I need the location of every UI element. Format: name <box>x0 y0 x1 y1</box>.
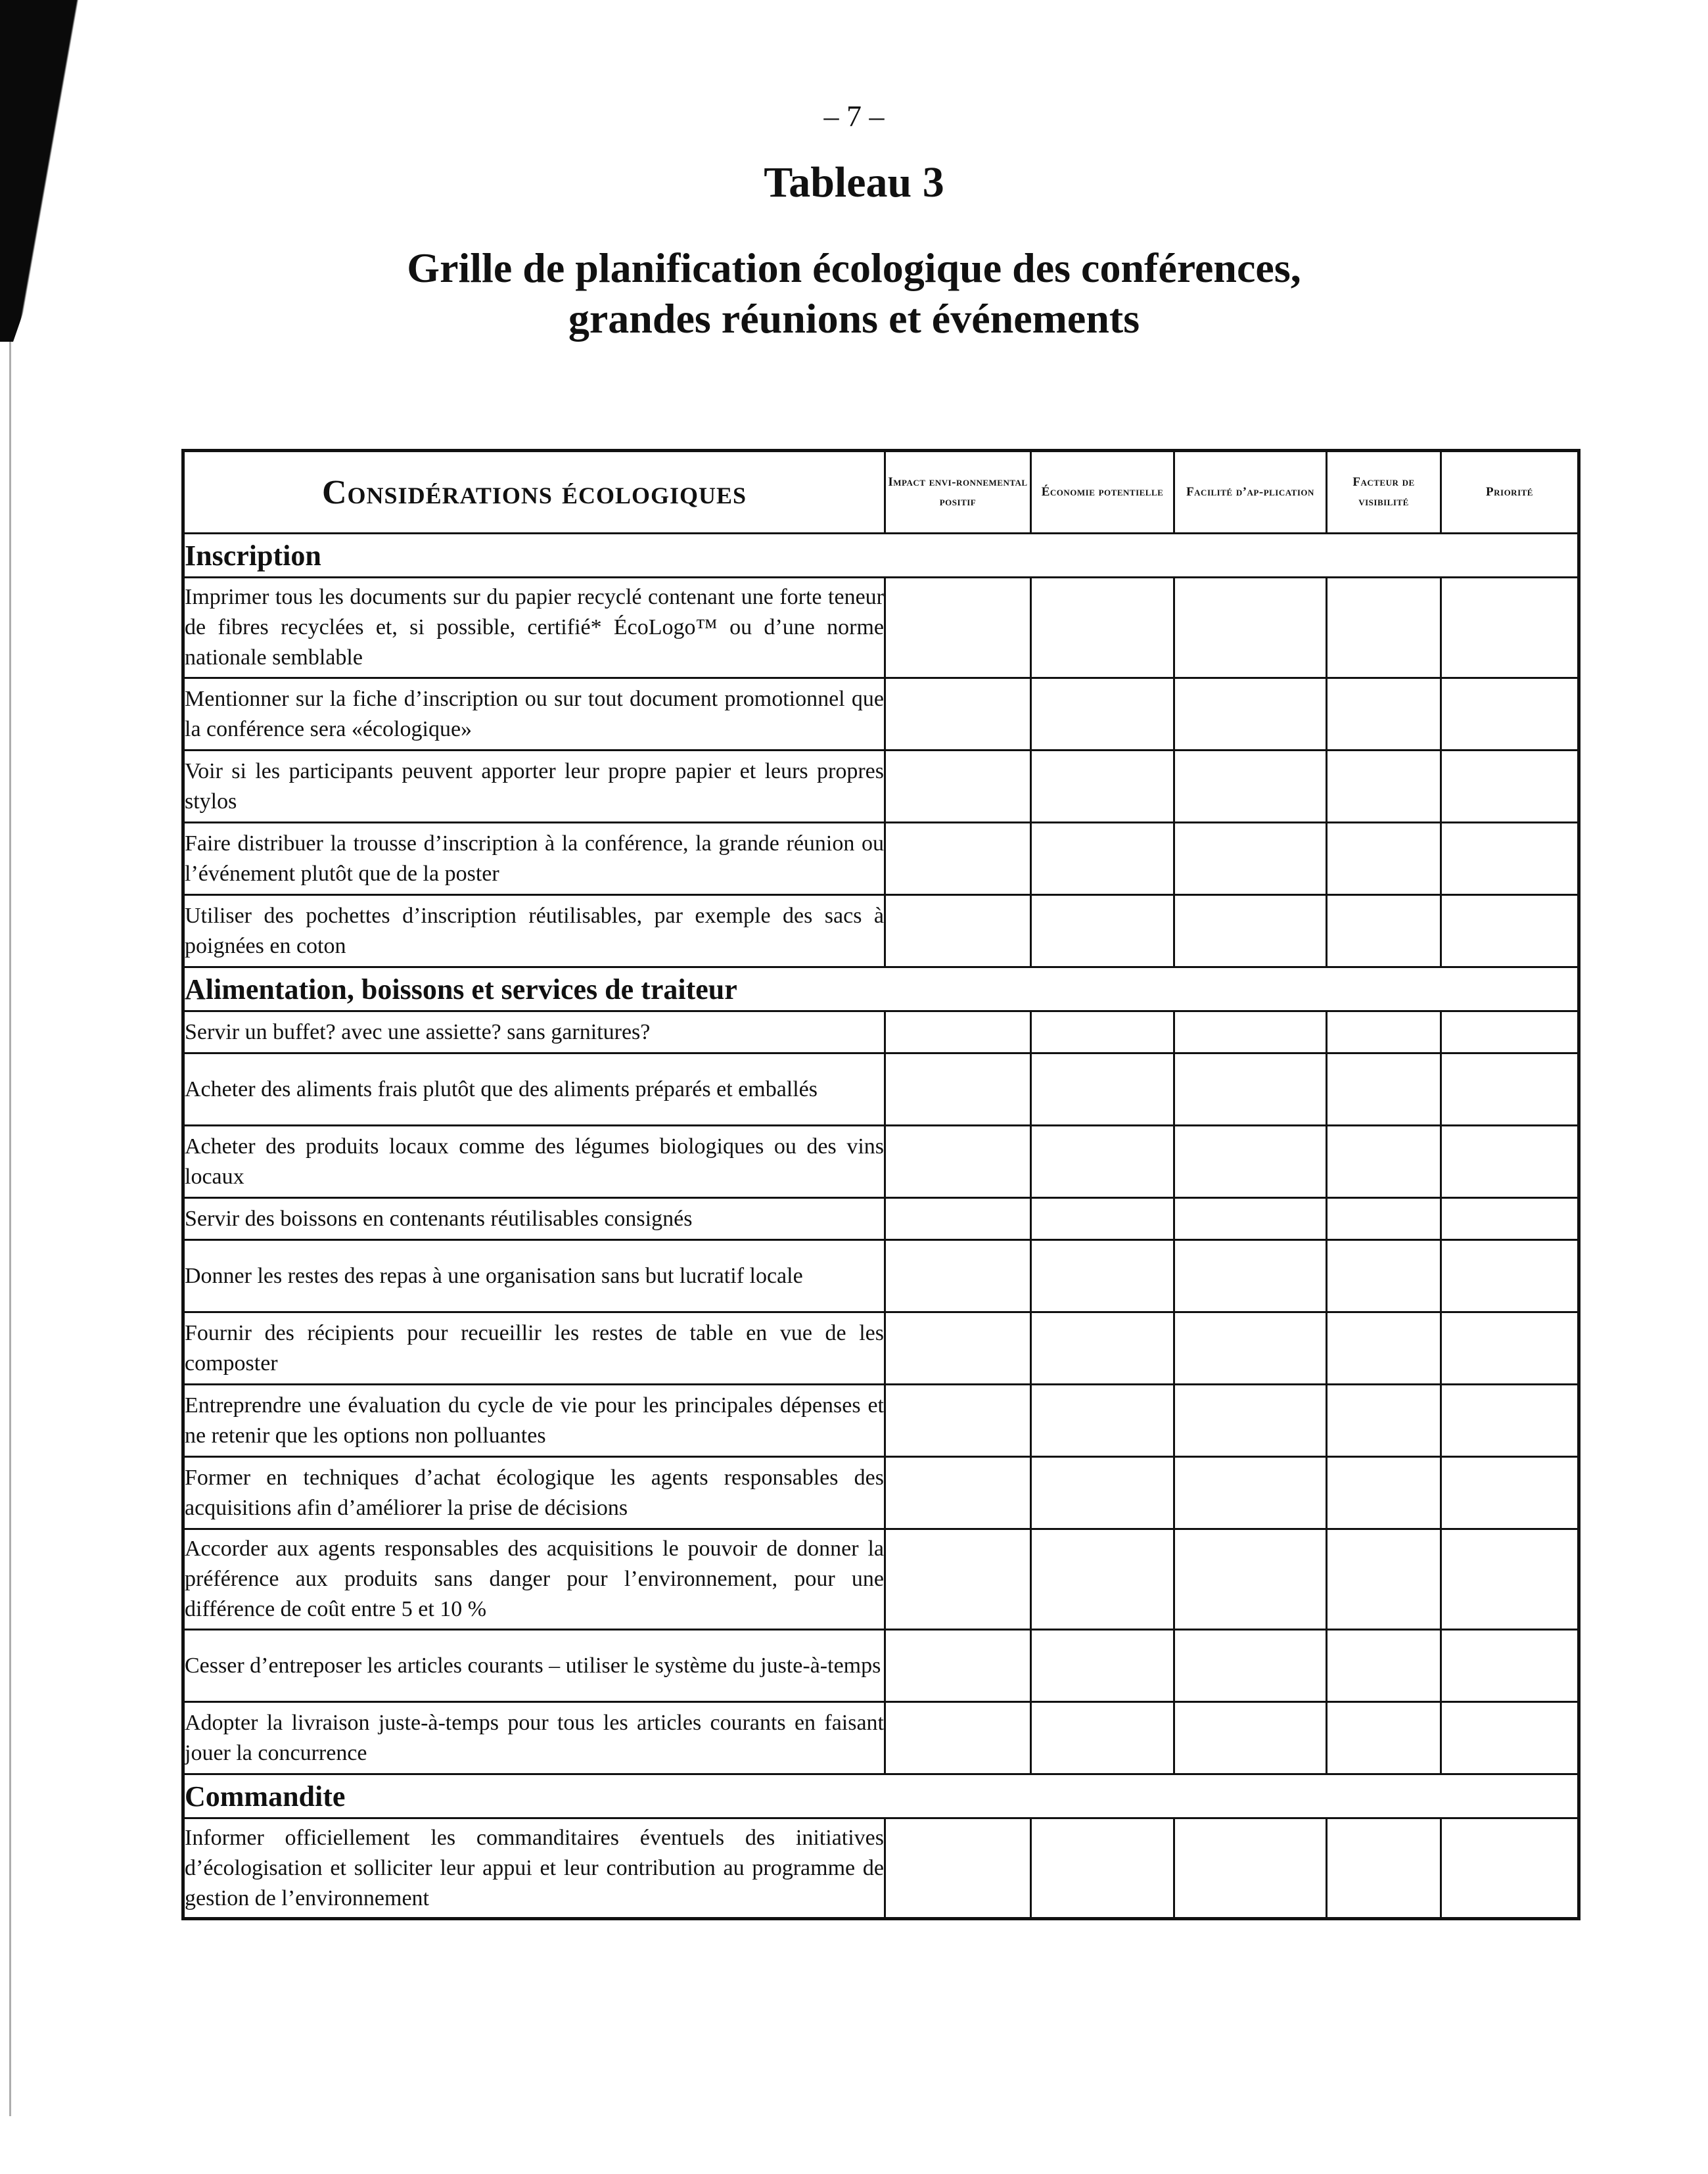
rating-cell[interactable] <box>1031 823 1174 895</box>
rating-cell[interactable] <box>1441 578 1579 678</box>
rating-cell[interactable] <box>1031 1529 1174 1630</box>
rating-cell[interactable] <box>1441 678 1579 751</box>
table-row <box>183 1630 1579 1702</box>
table-row <box>183 1385 1579 1457</box>
rating-cell[interactable] <box>1327 1457 1441 1529</box>
consideration-text: Entreprendre une évaluation du cycle de vie pour les principales dépenses et ne retenir que les options non polluantes <box>183 1385 885 1457</box>
rating-cell[interactable] <box>1031 1053 1174 1126</box>
rating-cell[interactable] <box>1174 1630 1327 1702</box>
consideration-text: Faire distribuer la trousse d’inscription à la conférence, la grande réunion ou l’événement plutôt que de la poster <box>183 823 885 895</box>
rating-cell[interactable] <box>1031 1385 1174 1457</box>
rating-cell[interactable] <box>885 1312 1031 1385</box>
consideration-text: Adopter la livraison juste-à-temps pour tous les articles courants en faisant jouer la concurrence <box>183 1702 885 1774</box>
rating-cell[interactable] <box>1174 1011 1327 1053</box>
rating-cell[interactable] <box>1031 678 1174 751</box>
table-row <box>183 1702 1579 1774</box>
rating-cell[interactable] <box>1031 1126 1174 1198</box>
rating-cell[interactable] <box>1174 578 1327 678</box>
rating-cell[interactable] <box>1441 1312 1579 1385</box>
consideration-text: Acheter des aliments frais plutôt que des aliments préparés et emballés <box>183 1053 885 1126</box>
table-title: Tableau 3 <box>764 158 944 206</box>
rating-cell[interactable] <box>1174 751 1327 823</box>
rating-cell[interactable] <box>885 1240 1031 1312</box>
rating-cell[interactable] <box>1441 1457 1579 1529</box>
rating-cell[interactable] <box>1031 1457 1174 1529</box>
rating-cell[interactable] <box>1327 1529 1441 1630</box>
rating-cell[interactable] <box>885 823 1031 895</box>
subtitle-line-1: Grille de planification écologique des conférences, <box>407 244 1301 291</box>
rating-cell[interactable] <box>1327 751 1441 823</box>
rating-cell[interactable] <box>1327 1126 1441 1198</box>
rating-cell[interactable] <box>1327 1053 1441 1126</box>
consideration-text: Servir des boissons en contenants réutilisables consignés <box>183 1198 885 1240</box>
rating-cell[interactable] <box>885 751 1031 823</box>
header-economie: Économie potentielle <box>1031 451 1174 534</box>
rating-cell[interactable] <box>1031 1702 1174 1774</box>
rating-cell[interactable] <box>885 578 1031 678</box>
consideration-text: Voir si les participants peuvent apporter leur propre papier et leurs propres stylos <box>183 751 885 823</box>
rating-cell[interactable] <box>885 1011 1031 1053</box>
scan-edge-line <box>9 342 11 2116</box>
rating-cell[interactable] <box>1441 1818 1579 1919</box>
table-row <box>183 1053 1579 1126</box>
consideration-text: Utiliser des pochettes d’inscription réutilisables, par exemple des sacs à poignées en coton <box>183 895 885 967</box>
rating-cell[interactable] <box>1031 1198 1174 1240</box>
rating-cell[interactable] <box>1327 1011 1441 1053</box>
consideration-text: Fournir des récipients pour recueillir les restes de table en vue de les composter <box>183 1312 885 1385</box>
table-row <box>183 823 1579 895</box>
rating-cell[interactable] <box>1441 1053 1579 1126</box>
table-row <box>183 895 1579 967</box>
header-visibilite: Facteur de visibilité <box>1327 451 1441 534</box>
table-subtitle <box>0 243 1708 344</box>
table-row <box>183 1126 1579 1198</box>
rating-cell[interactable] <box>1031 1240 1174 1312</box>
consideration-text: Informer officiellement les commanditaires éventuels des initiatives d’écologisation et solliciter leur appui et leur contribution au programme de gestion de l’environnement <box>183 1818 885 1919</box>
table-row <box>183 1457 1579 1529</box>
rating-cell[interactable] <box>885 1198 1031 1240</box>
table-row <box>183 1198 1579 1240</box>
rating-cell[interactable] <box>1174 1385 1327 1457</box>
rating-cell[interactable] <box>885 678 1031 751</box>
rating-cell[interactable] <box>1441 1198 1579 1240</box>
rating-cell[interactable] <box>1174 1312 1327 1385</box>
consideration-text: Cesser d’entreposer les articles courants – utiliser le système du juste-à-temps <box>183 1630 885 1702</box>
consideration-text: Former en techniques d’achat écologique les agents responsables des acquisitions afin d’améliorer la prise de décisions <box>183 1457 885 1529</box>
rating-cell[interactable] <box>1441 823 1579 895</box>
rating-cell[interactable] <box>1031 895 1174 967</box>
rating-cell[interactable] <box>1327 823 1441 895</box>
rating-cell[interactable] <box>1327 895 1441 967</box>
rating-cell[interactable] <box>1174 1053 1327 1126</box>
header-facilite: Facilité d’ap-plication <box>1174 451 1327 534</box>
rating-cell[interactable] <box>1327 1240 1441 1312</box>
rating-cell[interactable] <box>1174 678 1327 751</box>
rating-cell[interactable] <box>1441 895 1579 967</box>
rating-cell[interactable] <box>1327 1198 1441 1240</box>
table-row <box>183 1529 1579 1630</box>
table-row <box>183 1818 1579 1919</box>
rating-cell[interactable] <box>1441 1702 1579 1774</box>
rating-cell[interactable] <box>885 895 1031 967</box>
rating-cell[interactable] <box>1031 1312 1174 1385</box>
rating-cell[interactable] <box>1174 1702 1327 1774</box>
table-row <box>183 1011 1579 1053</box>
rating-cell[interactable] <box>885 1053 1031 1126</box>
rating-cell[interactable] <box>1441 751 1579 823</box>
header-impact: Impact envi-ronnemental positif <box>885 451 1031 534</box>
rating-cell[interactable] <box>885 1126 1031 1198</box>
section-row <box>183 1774 1579 1818</box>
header-row <box>183 451 1579 534</box>
table-row <box>183 678 1579 751</box>
rating-cell[interactable] <box>885 1818 1031 1919</box>
rating-cell[interactable] <box>1031 578 1174 678</box>
rating-cell[interactable] <box>1327 1702 1441 1774</box>
section-row <box>183 534 1579 578</box>
rating-cell[interactable] <box>885 1457 1031 1529</box>
rating-cell[interactable] <box>885 1702 1031 1774</box>
rating-cell[interactable] <box>1327 1818 1441 1919</box>
rating-cell[interactable] <box>1327 1312 1441 1385</box>
rating-cell[interactable] <box>1031 1011 1174 1053</box>
table-row <box>183 751 1579 823</box>
table-row <box>183 578 1579 678</box>
planning-table <box>181 449 1581 1920</box>
table-row <box>183 1240 1579 1312</box>
consideration-text: Servir un buffet? avec une assiette? sans garnitures? <box>183 1011 885 1053</box>
consideration-text: Imprimer tous les documents sur du papier recyclé contenant une forte teneur de fibres recyclées et, si possible, certifié* ÉcoLogo™ ou d’une norme nationale semblable <box>183 578 885 678</box>
planning-grid <box>181 449 1577 1920</box>
rating-cell[interactable] <box>1031 1630 1174 1702</box>
rating-cell[interactable] <box>1174 1457 1327 1529</box>
rating-cell[interactable] <box>1174 1126 1327 1198</box>
subtitle-line-2: grandes réunions et événements <box>568 294 1140 342</box>
rating-cell[interactable] <box>1174 1529 1327 1630</box>
section-title-commandite: Commandite <box>183 1774 1579 1818</box>
table-row <box>183 1312 1579 1385</box>
rating-cell[interactable] <box>1174 823 1327 895</box>
rating-cell[interactable] <box>1441 1126 1579 1198</box>
rating-cell[interactable] <box>1031 1818 1174 1919</box>
header-priorite: Priorité <box>1441 451 1579 534</box>
rating-cell[interactable] <box>1327 1385 1441 1457</box>
consideration-text: Acheter des produits locaux comme des légumes biologiques ou des vins locaux <box>183 1126 885 1198</box>
rating-cell[interactable] <box>1031 751 1174 823</box>
section-row <box>183 967 1579 1011</box>
consideration-text: Mentionner sur la fiche d’inscription ou sur tout document promotionnel que la conférence sera «écologique» <box>183 678 885 751</box>
consideration-text: Accorder aux agents responsables des acquisitions le pouvoir de donner la préférence aux produits sans danger pour l’environnement, pour une différence de coût entre 5 et 10 % <box>183 1529 885 1630</box>
rating-cell[interactable] <box>1441 1630 1579 1702</box>
rating-cell[interactable] <box>1327 678 1441 751</box>
rating-cell[interactable] <box>1327 1630 1441 1702</box>
section-title-inscription: Inscription <box>183 534 1579 578</box>
rating-cell[interactable] <box>885 1630 1031 1702</box>
rating-cell[interactable] <box>885 1529 1031 1630</box>
rating-cell[interactable] <box>1174 1240 1327 1312</box>
header-considerations: Considérations écologiques <box>183 451 885 534</box>
rating-cell[interactable] <box>1174 895 1327 967</box>
section-title-alimentation: Alimentation, boissons et services de traiteur <box>183 967 1579 1011</box>
rating-cell[interactable] <box>1174 1198 1327 1240</box>
rating-cell[interactable] <box>885 1385 1031 1457</box>
rating-cell[interactable] <box>1441 1385 1579 1457</box>
rating-cell[interactable] <box>1441 1011 1579 1053</box>
page-number: – 7 – <box>823 99 885 133</box>
rating-cell[interactable] <box>1174 1818 1327 1919</box>
rating-cell[interactable] <box>1441 1240 1579 1312</box>
rating-cell[interactable] <box>1441 1529 1579 1630</box>
rating-cell[interactable] <box>1327 578 1441 678</box>
consideration-text: Donner les restes des repas à une organisation sans but lucratif locale <box>183 1240 885 1312</box>
